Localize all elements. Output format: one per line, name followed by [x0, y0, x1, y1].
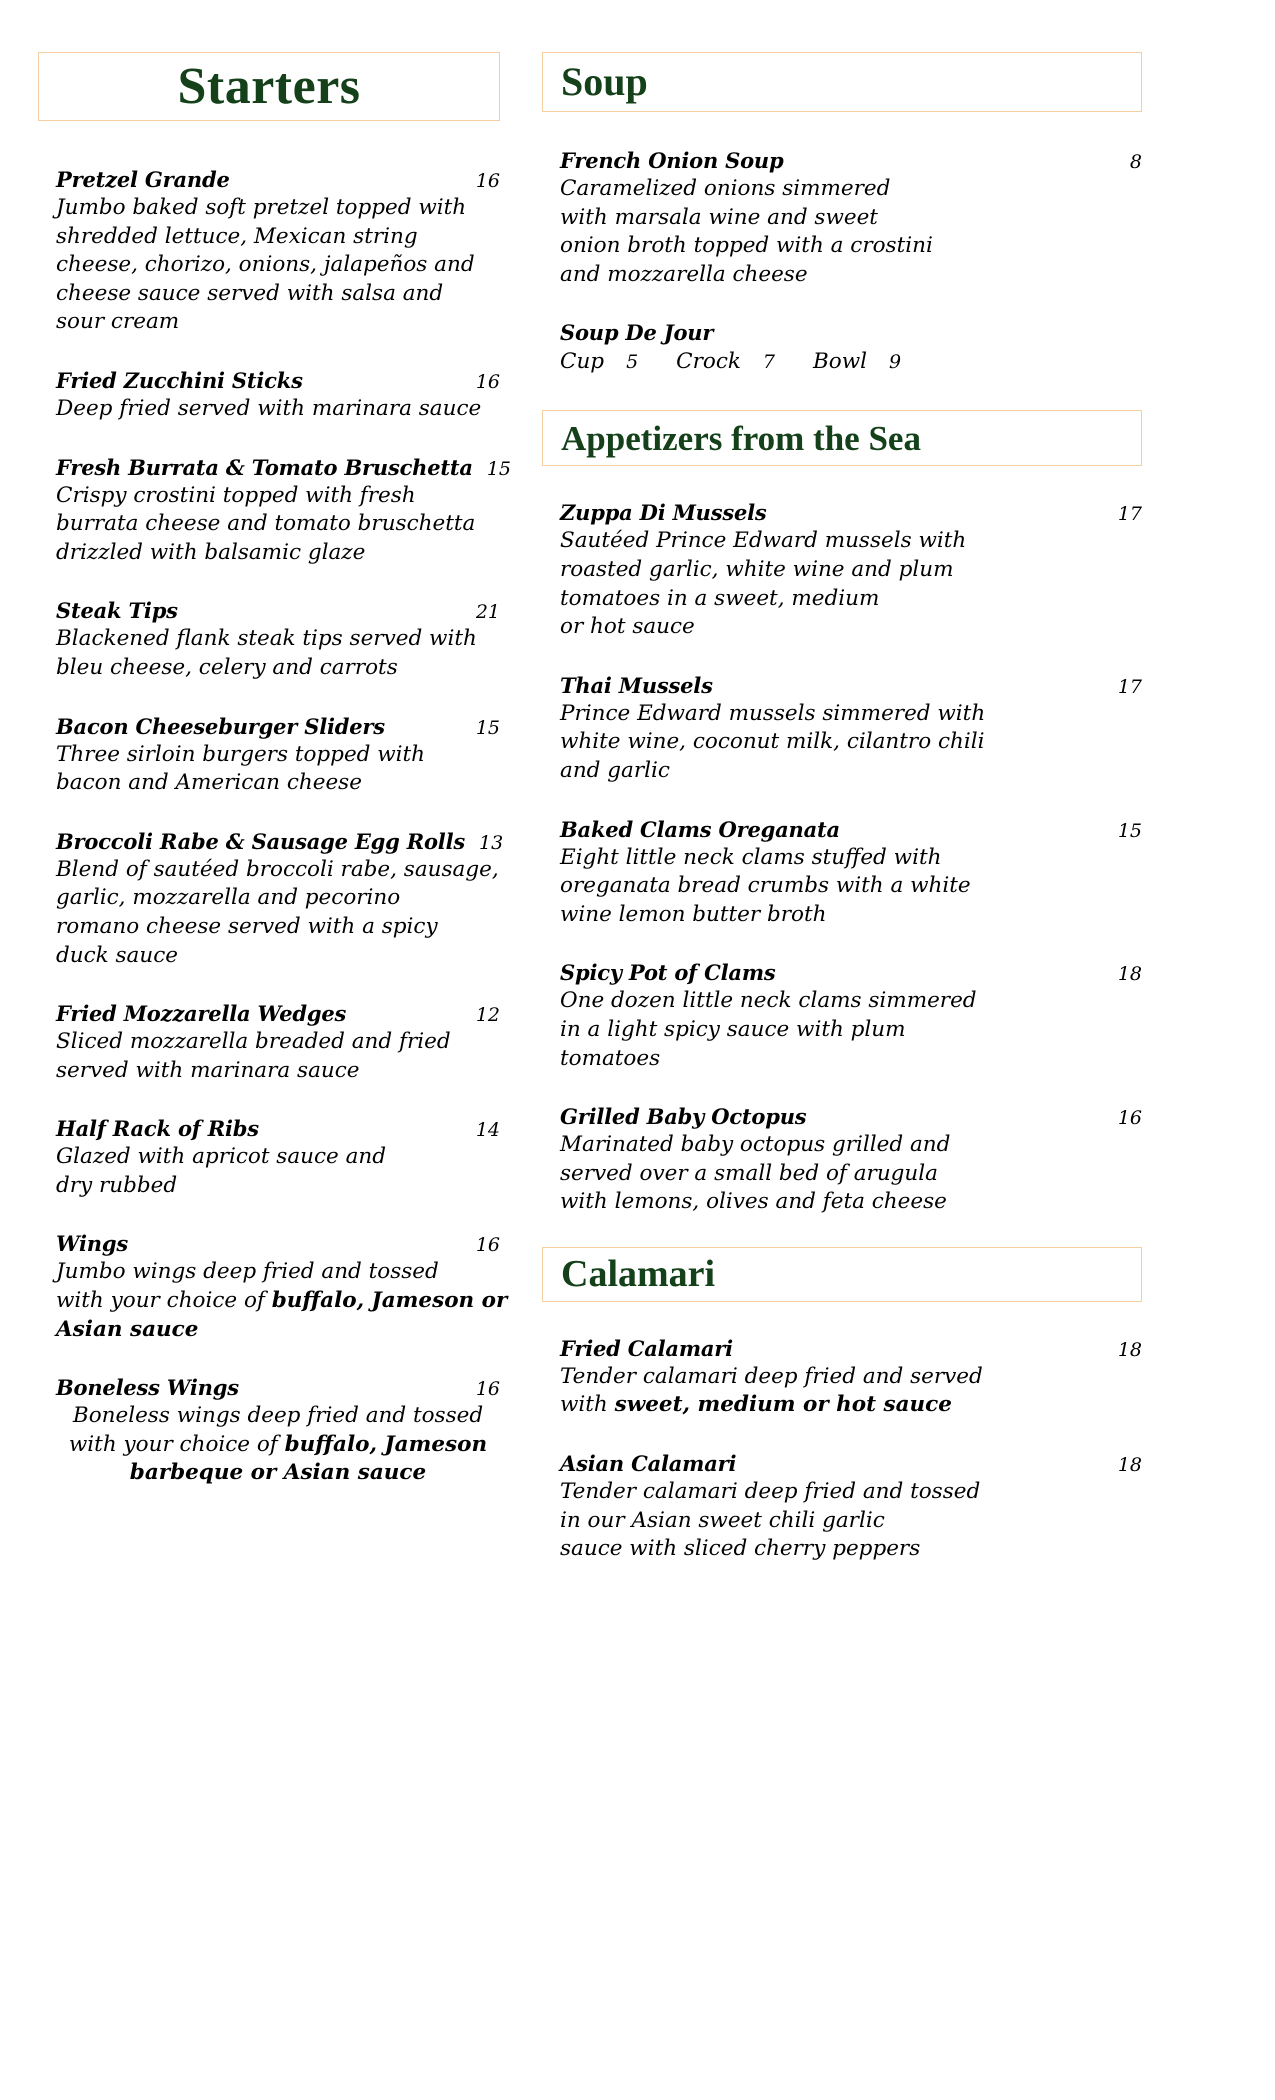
item-size-options: [560, 349, 1142, 374]
item-description-line: Blackened flank steak tips served with: [56, 626, 477, 652]
size-label: Cup: [560, 349, 605, 375]
item-description-line: Jumbo baked soft pretzel topped with: [56, 195, 467, 220]
menu-item-name: Fried Calamari: [560, 1335, 733, 1361]
item-description-line: burrata cheese and tomato bruschetta: [56, 511, 476, 537]
item-description: [56, 856, 500, 970]
menu-item-price: 15: [1117, 819, 1142, 842]
menu-item-list: [542, 148, 1142, 374]
section-title-soup: Soup: [561, 59, 648, 104]
menu-item-header: [560, 960, 1142, 985]
item-description-line: served with marinara sauce: [56, 1057, 360, 1083]
menu-item-price: 18: [1117, 1454, 1142, 1477]
menu-item: [38, 1375, 500, 1488]
menu-item-name: Steak Tips: [56, 598, 178, 624]
menu-item-name: French Onion Soup: [560, 148, 784, 173]
item-description-line: Crispy crostini topped with fresh: [56, 482, 416, 508]
menu-item-price: 16: [1117, 1107, 1142, 1130]
menu-item-name: Fried Mozzarella Wedges: [56, 1001, 347, 1027]
item-description-line: wine lemon butter broth: [560, 901, 827, 927]
menu-item: [38, 1116, 500, 1200]
menu-item-header: [56, 1116, 500, 1141]
menu-item: [542, 1336, 1142, 1420]
item-description-line: bacon and American cheese: [56, 770, 362, 796]
item-description-line: cheese, chorizo, onions, jalapeños and: [56, 252, 475, 278]
item-description: [56, 1143, 500, 1200]
size-price: 9: [889, 351, 902, 374]
menu-item-header: [560, 500, 1142, 525]
item-description-line: Boneless wings deep fried and tossed: [72, 1403, 484, 1429]
menu-item-header: [560, 1336, 1142, 1361]
item-description-line: served over a small bed of arugula: [560, 1160, 938, 1186]
menu-item-price: 8: [1129, 151, 1142, 173]
section-title-starters: Starters: [177, 57, 361, 115]
item-description-line: with marsala wine and sweet: [560, 204, 878, 230]
menu-item-name: Fresh Burrata & Tomato Bruschetta: [56, 454, 473, 480]
menu-item-price: 16: [475, 1234, 500, 1257]
menu-item: [542, 320, 1142, 374]
menu-item-price: 15: [486, 457, 511, 480]
item-description-line: cheese sauce served with salsa and: [56, 280, 444, 306]
menu-item-name: Grilled Baby Octopus: [560, 1104, 807, 1130]
item-description: [56, 194, 500, 337]
menu-item: [542, 1451, 1142, 1564]
menu-item-header: [560, 1104, 1142, 1129]
menu-item-name: Spicy Pot of Clams: [560, 960, 776, 986]
menu-item-name: Boneless Wings: [56, 1375, 239, 1401]
menu-item-header: [56, 1375, 500, 1400]
item-description: [560, 1131, 1142, 1217]
menu-item-price: 14: [475, 1119, 500, 1142]
menu-item-price: 13: [478, 831, 504, 854]
menu-item: [38, 368, 500, 424]
menu-item-name: Asian Calamari: [560, 1451, 737, 1477]
item-description-line: Three sirloin burgers topped with: [56, 741, 426, 767]
section-title-appetizers-from-the-sea: Appetizers from the Sea: [561, 418, 921, 458]
item-description-line: or hot sauce: [560, 614, 695, 640]
left-column: [38, 52, 511, 1488]
menu-item-header: [560, 148, 1142, 173]
section-header-starters: [38, 52, 500, 121]
menu-item-name: Wings: [56, 1231, 128, 1257]
item-description-line: Prince Edward mussels simmered with: [560, 700, 986, 726]
item-description-line: in our Asian sweet chili garlic: [560, 1507, 885, 1533]
item-description-line: dry rubbed: [56, 1172, 178, 1198]
menu-item-price: 21: [475, 601, 500, 624]
menu-item-name: Bacon Cheeseburger Sliders: [56, 713, 385, 739]
item-description-line: Caramelized onions simmered: [560, 176, 891, 201]
item-description-line: with sweet, medium or hot sauce: [560, 1392, 952, 1418]
item-description-line: with your choice of buffalo, Jameson: [68, 1431, 488, 1457]
menu-item: [38, 1001, 500, 1085]
starters-item-list: [38, 167, 511, 1488]
item-description: [56, 625, 500, 682]
item-description: [560, 1363, 1142, 1420]
menu-item-header: [560, 817, 1142, 842]
section-header-calamari: [542, 1247, 1142, 1302]
size-price: 7: [762, 351, 775, 374]
item-description-line: white wine, coconut milk, cilantro chili: [560, 729, 985, 755]
menu-item-name: Broccoli Rabe & Sausage Egg Rolls: [56, 828, 465, 854]
right-section-list: [542, 52, 1142, 1564]
item-description-line: shredded lettuce, Mexican string: [56, 223, 418, 249]
item-description-line: roasted garlic, white wine and plum: [560, 556, 954, 582]
item-description-line: romano cheese served with a spicy: [56, 913, 438, 939]
menu-item-name: Half Rack of Ribs: [56, 1116, 259, 1142]
item-description: [560, 700, 1142, 786]
menu-item: [542, 500, 1142, 641]
menu-item-price: 16: [475, 370, 500, 393]
menu-item: [38, 454, 511, 568]
item-description-line: Asian sauce: [56, 1316, 199, 1342]
item-description-line: sour cream: [56, 309, 180, 335]
menu-item: [542, 960, 1142, 1073]
menu-item: [38, 1231, 508, 1344]
item-description-line: and garlic: [560, 757, 670, 783]
menu-item-header: [56, 1001, 500, 1026]
section-header-soup: [542, 52, 1142, 112]
menu-item-header: [560, 1451, 1142, 1476]
menu-item-price: 16: [475, 170, 500, 192]
menu-item-list: [542, 500, 1142, 1217]
item-description: [560, 987, 1142, 1073]
item-description: [560, 844, 1142, 930]
item-description-line: Glazed with apricot sauce and: [56, 1144, 387, 1170]
menu-item-name: Soup De Jour: [560, 320, 714, 346]
menu-item: [38, 598, 500, 682]
menu-item-price: 12: [475, 1004, 500, 1027]
menu-item-price: 18: [1117, 1338, 1142, 1361]
size-label: Bowl: [813, 349, 868, 375]
menu-item-name: Baked Clams Oreganata: [560, 816, 840, 842]
item-description-line: Deep fried served with marinara sauce: [56, 395, 482, 421]
item-description-line: garlic, mozzarella and pecorino: [56, 885, 401, 911]
menu-item: [542, 1104, 1142, 1217]
item-description: [560, 527, 1142, 641]
menu-item-header: [560, 673, 1142, 698]
menu-item: [542, 673, 1142, 786]
item-description-line: Sautéed Prince Edward mussels with: [560, 528, 967, 554]
menu-item-name: Zuppa Di Mussels: [560, 500, 767, 526]
section-title-calamari: Calamari: [561, 1253, 716, 1296]
item-description-line: Marinated baby octopus grilled and: [560, 1132, 951, 1158]
menu-item: [542, 817, 1142, 930]
menu-item-header: [56, 714, 500, 739]
menu-item-name: Fried Zucchini Sticks: [56, 367, 303, 393]
right-column: [542, 52, 1142, 1564]
menu-item-price: 16: [475, 1378, 500, 1401]
item-description-line: drizzled with balsamic glaze: [56, 539, 366, 565]
item-description-line: and mozzarella cheese: [560, 261, 808, 287]
item-description-line: tomatoes in a sweet, medium: [560, 585, 880, 611]
menu-item: [38, 714, 500, 798]
item-description-line: One dozen little neck clams simmered: [560, 988, 977, 1014]
item-description-line: duck sauce: [56, 942, 178, 968]
menu-item-header: [56, 368, 500, 393]
menu-item-price: 15: [475, 716, 500, 739]
section-header-appetizers-from-the-sea: [542, 410, 1142, 466]
menu-item-list: [542, 1336, 1142, 1564]
menu-item-header: [56, 167, 500, 192]
menu-item-header: [56, 828, 504, 854]
size-price: 5: [626, 351, 639, 374]
item-description-line: with your choice of buffalo, Jameson or: [56, 1288, 508, 1314]
item-description: [56, 741, 500, 798]
menu-item-price: 17: [1117, 503, 1142, 526]
menu-item-price: 17: [1117, 675, 1142, 698]
item-description-line: Tender calamari deep fried and served: [560, 1363, 983, 1389]
item-description: [56, 395, 500, 424]
menu-item: [38, 828, 504, 970]
item-description: [56, 1258, 508, 1344]
menu-item-name: Pretzel Grande: [56, 167, 230, 192]
item-description: [56, 1028, 500, 1085]
item-description-line: with lemons, olives and feta cheese: [560, 1189, 947, 1215]
menu-item-header: [56, 1231, 500, 1256]
item-description-line: in a light spicy sauce with plum: [560, 1016, 906, 1042]
item-description-line: Jumbo wings deep fried and tossed: [56, 1259, 439, 1285]
item-description-line: Sliced mozzarella breaded and fried: [56, 1029, 451, 1055]
item-description-line: tomatoes: [560, 1045, 661, 1071]
menu-item: [542, 148, 1142, 289]
item-description: [560, 1478, 1142, 1564]
item-description: [560, 175, 1142, 289]
menu-item-header: [56, 598, 500, 623]
item-description-line: Blend of sautéed broccoli rabe, sausage,: [56, 856, 499, 882]
item-description: [56, 1402, 500, 1488]
item-description: [56, 482, 500, 568]
item-description-line: Eight little neck clams stuffed with: [560, 844, 942, 870]
size-label: Crock: [676, 349, 741, 375]
item-description-line: bleu cheese, celery and carrots: [56, 654, 398, 680]
item-description-line: barbeque or Asian sauce: [129, 1460, 427, 1486]
item-description-line: sauce with sliced cherry peppers: [560, 1536, 921, 1562]
item-description-line: onion broth topped with a crostini: [560, 233, 933, 259]
menu-item-header: [56, 454, 511, 480]
menu-item-price: 18: [1117, 963, 1142, 986]
item-description-line: oreganata bread crumbs with a white: [560, 873, 971, 899]
menu-item: [38, 167, 500, 337]
item-description-line: Tender calamari deep fried and tossed: [560, 1479, 981, 1505]
menu-item-header: [560, 320, 1142, 345]
menu-item-name: Thai Mussels: [560, 672, 713, 698]
